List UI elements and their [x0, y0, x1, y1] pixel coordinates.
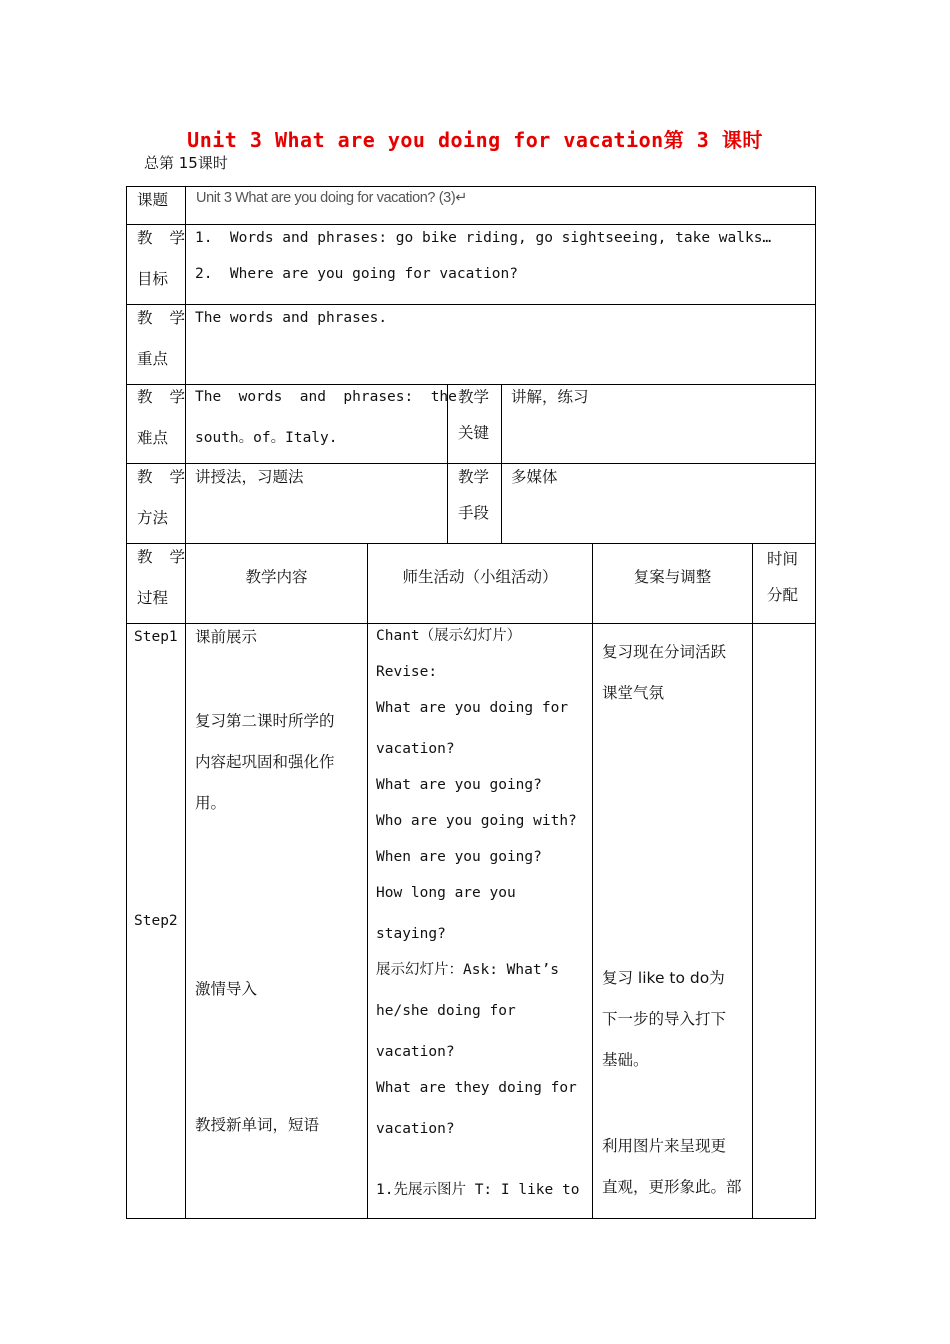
means-label-line2: 手段 [458, 504, 490, 522]
difficulties-value-line1: The words and phrases: the [195, 389, 457, 405]
topic-value: Unit 3 What are you doing for vacation? (3)↵ [196, 190, 467, 206]
key-points-label-line2: 重点 [137, 350, 169, 368]
content-lead-in: 激情导入 [195, 980, 258, 998]
activity-line-12: vacation? [376, 1044, 455, 1060]
step-1-label: Step1 [134, 629, 178, 645]
means-value: 多媒体 [511, 468, 558, 486]
column-header-activity: 师生活动（小组活动） [402, 568, 558, 586]
key-points-value: The words and phrases. [195, 310, 388, 326]
column-header-adjustment: 复案与调整 [633, 568, 712, 586]
document-title: Unit 3 What are you doing for vacation第 3 课时 [187, 128, 763, 152]
adjust-note-1-line2: 课堂气氛 [602, 684, 665, 702]
process-label-line1: 教 学 [137, 548, 185, 566]
adjust-note-2-line2: 下一步的导入打下 [602, 1010, 727, 1028]
difficulties-value-line2: south。of。Italy. [195, 430, 338, 446]
methods-label-line2: 方法 [137, 509, 169, 527]
column-header-content: 教学内容 [245, 568, 308, 586]
activity-line-15: 1.先展示图片 T: I like to [376, 1182, 580, 1198]
adjust-note-3-line1: 利用图片来呈现更 [602, 1137, 727, 1155]
adjust-note-1-line1: 复习现在分词活跃 [602, 643, 727, 661]
step-2-label: Step2 [134, 913, 178, 929]
adjust-note-2-line1: 复习 like to do为 [602, 969, 725, 987]
lesson-count: 总第 15课时 [144, 154, 228, 172]
objective-item-1: 1. Words and phrases: go bike riding, go sightseeing, take walks… [195, 230, 772, 246]
column-header-time-line1: 时间 [767, 550, 799, 568]
difficulties-label-line2: 难点 [137, 429, 169, 447]
content-review-line1: 复习第二课时所学的 [195, 712, 335, 730]
activity-line-3: What are you doing for [376, 700, 569, 716]
activity-line-14: vacation? [376, 1121, 455, 1137]
key-value: 讲解，练习 [511, 388, 589, 406]
activity-line-6: Who are you going with? [376, 813, 577, 829]
activity-line-5: What are you going? [376, 777, 542, 793]
activity-line-8: How long are you [376, 885, 516, 901]
topic-label: 课题 [137, 191, 169, 209]
objective-item-2: 2. Where are you going for vacation? [195, 266, 519, 282]
adjust-note-2-line3: 基础。 [602, 1051, 649, 1069]
content-preview: 课前展示 [195, 628, 258, 646]
column-header-time-line2: 分配 [767, 586, 799, 604]
methods-value: 讲授法，习题法 [195, 468, 304, 486]
key-label-line2: 关键 [458, 424, 490, 442]
activity-line-4: vacation? [376, 741, 455, 757]
activity-line-9: staying? [376, 926, 446, 942]
activity-revise: Revise: [376, 664, 438, 680]
content-new-words: 教授新单词，短语 [195, 1116, 320, 1134]
adjust-note-3-line2: 直观，更形象此。部 [602, 1178, 742, 1196]
objectives-label-line1: 教 学 [137, 229, 185, 247]
activity-line-13: What are they doing for [376, 1080, 577, 1096]
objectives-label-line2: 目标 [137, 270, 169, 288]
activity-line-10: 展示幻灯片：Ask: What’s [376, 962, 560, 978]
methods-label-line1: 教 学 [137, 468, 185, 486]
difficulties-label-line1: 教 学 [137, 388, 185, 406]
content-review-line2: 内容起巩固和强化作 [195, 753, 335, 771]
key-label-line1: 教学 [458, 388, 490, 406]
activity-chant: Chant（展示幻灯片） [376, 628, 522, 644]
activity-line-7: When are you going? [376, 849, 542, 865]
key-points-label-line1: 教 学 [137, 309, 185, 327]
process-label-line2: 过程 [137, 589, 169, 607]
means-label-line1: 教学 [458, 468, 490, 486]
activity-line-11: he/she doing for [376, 1003, 516, 1019]
content-review-line3: 用。 [195, 794, 227, 812]
